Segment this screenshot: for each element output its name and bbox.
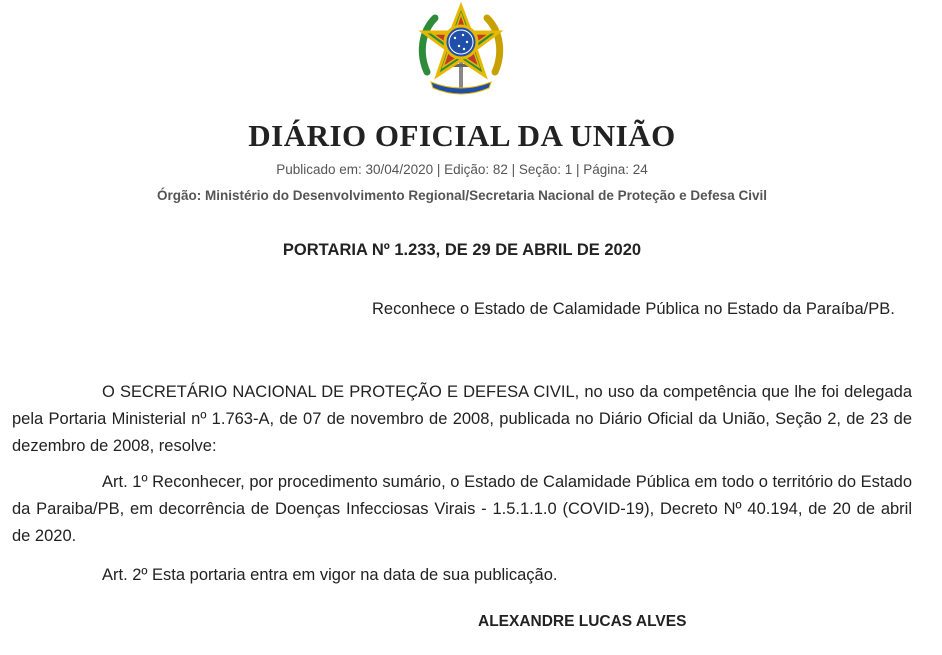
- orgao-line: Órgão: Ministério do Desenvolvimento Regional/Secretaria Nacional de Proteção e Defesa Civil: [157, 188, 767, 203]
- article-2-paragraph: Art. 2º Esta portaria entra em vigor na data de sua publicação.: [102, 566, 558, 584]
- portaria-heading: PORTARIA Nº 1.233, DE 29 DE ABRIL DE 2020: [282, 241, 642, 259]
- signature: ALEXANDRE LUCAS ALVES: [478, 613, 687, 630]
- preamble-paragraph: O SECRETÁRIO NACIONAL DE PROTEÇÃO E DEFESA CIVIL, no uso da competência que lhe foi delegada pela Portaria Ministerial nº 1.763-A, de 07 de novembro de 2008, publicada no Diário Oficial da União, Seção 2, de 23 de dezembro de 2008, resolve:: [12, 383, 912, 455]
- article-1-paragraph: Art. 1º Reconhecer, por procedimento sumário, o Estado de Calamidade Pública em todo o território do Estado da Paraiba/PB, em decorrência de Doenças Infecciosas Virais - 1.5.1.1.0 (COVID-19), Decreto Nº 40.194, de 20 de abril de 2020.: [12, 473, 912, 545]
- publication-info: Publicado em: 30/04/2020 | Edição: 82 | Seção: 1 | Página: 24: [276, 162, 648, 177]
- brazil-coat-of-arms-icon: [413, 2, 509, 98]
- ementa: Reconhece o Estado de Calamidade Pública no Estado da Paraíba/PB.: [372, 300, 895, 318]
- page-title: DIÁRIO OFICIAL DA UNIÃO: [248, 118, 676, 153]
